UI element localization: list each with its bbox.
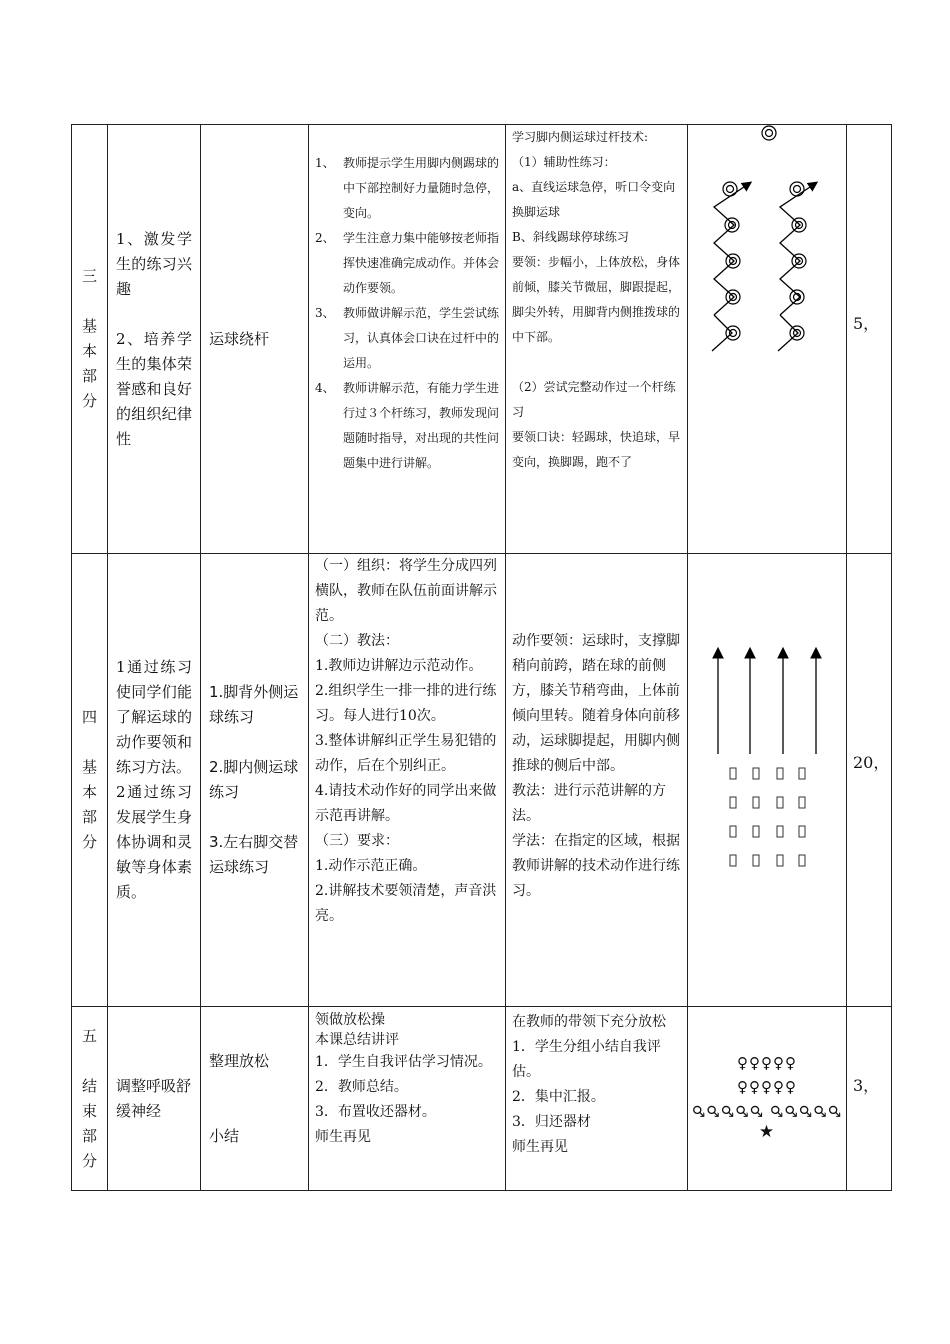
teacher-text: 1.动作示范正确。 <box>315 858 427 874</box>
teacher-text: 2.讲解技术要领清楚，声音洪亮。 <box>315 883 497 924</box>
lesson-plan-table <box>71 124 892 1191</box>
male-student-icon: ♂ <box>735 1102 750 1120</box>
female-student-icon: ♀ <box>761 1078 773 1096</box>
male-student-icon: ♂ <box>706 1102 721 1120</box>
content-text: 1.脚背外侧运球练习 <box>209 683 299 726</box>
student-cell <box>506 554 688 1007</box>
female-student-icon: ♀ <box>773 1054 785 1072</box>
cone-icon <box>790 290 804 304</box>
student-text: （1）辅助性练习： <box>512 155 616 169</box>
table-row <box>72 554 892 1007</box>
teacher-text: 领做放松操 <box>315 1012 385 1028</box>
content-text: 小结 <box>209 1126 240 1145</box>
section-cell: 四 基 本 部 分 <box>72 554 108 1007</box>
female-student-icon: ♀ <box>785 1054 797 1072</box>
time-cell <box>847 125 892 554</box>
student-cell <box>506 1007 688 1191</box>
cone-icon <box>725 218 739 232</box>
female-student-icon: ♀ <box>773 1078 785 1096</box>
goal-text: 调整呼吸舒缓神经 <box>116 1076 192 1120</box>
teacher-text: 1.教师边讲解边示范动作。 <box>315 658 483 674</box>
student-text: B、斜线踢球停球练习 <box>512 230 629 244</box>
female-student-icon: ♀ <box>785 1078 797 1096</box>
formation-diagram <box>688 554 847 1007</box>
goal-text: 2通过练习发展学生身体协调和灵敏等身体素质。 <box>116 783 192 901</box>
male-student-icon: ♂ <box>769 1102 785 1120</box>
content-text: 2.脚内侧运球练习 <box>209 758 299 801</box>
female-student-icon: ♀ <box>737 1078 749 1096</box>
time-value: 5， <box>853 314 880 333</box>
female-student-icon: ♀ <box>749 1054 761 1072</box>
student-text: 学习脚内侧运球过杆技术: <box>512 130 649 144</box>
teacher-text: 本课总结讲评 <box>315 1032 399 1048</box>
table-row <box>72 125 892 554</box>
student-cell <box>506 125 688 554</box>
content-text: 运球绕杆 <box>209 329 270 348</box>
formation-diagram <box>688 1007 847 1191</box>
male-student-icon: ♂ <box>749 1102 765 1120</box>
list-item: 4、 教师讲解示范，有能力学生进行过３个杆练习，教师发现问题随时指导，对出现的共性问题集中进行讲解。 <box>315 381 500 470</box>
male-student-icon: ♂ <box>798 1102 814 1120</box>
table-row <box>72 1007 892 1191</box>
list-item: 3、 教师做讲解示范，学生尝试练习，认真体会口诀在过杆中的运用。 <box>315 306 500 370</box>
student-text: 学法：在指定的区域，根据教师讲解的技术动作进行练习。 <box>512 833 680 899</box>
time-cell <box>847 1007 892 1191</box>
male-row <box>770 1099 842 1123</box>
section-cell: 五 结 束 部 分 <box>72 1007 108 1191</box>
student-text: 要领：步幅小，上体放松，身体前倾，膝关节微屈，脚跟提起，脚尖外转，用脚背内侧推拨球的中下部。 <box>512 255 681 344</box>
female-student-icon: ♀ <box>761 1054 773 1072</box>
teacher-cell <box>309 125 506 554</box>
list-item: 2、 学生注意力集中能够按老师指挥快速准确完成动作。并体会动作要领。 <box>315 231 500 295</box>
student-text: 3．归还器材 <box>512 1114 591 1130</box>
teacher-star-icon: ★ <box>758 1122 776 1142</box>
zigzag-arrow-right <box>780 183 816 315</box>
student-text: 1．学生分组小结自我评估。 <box>512 1039 661 1080</box>
teacher-text: 1．学生自我评估学习情况。 <box>315 1054 492 1070</box>
student-text: 要领口诀：轻踢球，快追球，早变向，换脚踢，跑不了 <box>512 430 681 469</box>
teacher-text: 3．布置收还器材。 <box>315 1104 436 1120</box>
teacher-text: （一）组织：将学生分成四列横队，教师在队伍前面讲解示范。 <box>315 558 497 624</box>
student-text: （2）尝试完整动作过一个杆练习 <box>512 380 676 419</box>
content-cell <box>201 554 309 1007</box>
section-cell: 三 基 本 部 分 <box>72 125 108 554</box>
male-student-icon: ♂ <box>720 1102 736 1120</box>
goals-cell <box>108 554 201 1007</box>
female-row <box>688 1051 846 1075</box>
goal-text: 1通过练习使同学们能了解运球的动作要领和练习方法。 <box>116 658 192 776</box>
teacher-text: 3.整体讲解纠正学生易犯错的动作，后在个别纠正。 <box>315 733 497 774</box>
male-student-icon: ♂ <box>827 1102 843 1120</box>
male-student-icon: ♂ <box>691 1102 707 1120</box>
cone-icon <box>790 182 804 196</box>
teacher-text: 2．教师总结。 <box>315 1079 408 1095</box>
cone-icon <box>726 326 740 340</box>
list-item: 1、 教师提示学生用脚内侧踢球的中下部控制好力量随时急停，变向。 <box>315 156 500 220</box>
content-cell <box>201 1007 309 1191</box>
male-row <box>692 1099 764 1123</box>
zigzag-dribble-diagram <box>688 125 847 554</box>
goals-cell <box>108 125 201 554</box>
student-text: 在教师的带领下充分放松 <box>512 1014 666 1030</box>
goal-text: 1、激发学生的练习兴趣 <box>116 229 192 298</box>
male-student-icon: ♂ <box>813 1102 828 1120</box>
content-text: 整理放松 <box>209 1051 270 1070</box>
time-cell <box>847 554 892 1007</box>
student-text: 师生再见 <box>512 1139 568 1155</box>
teacher-text: （三）要求： <box>315 833 399 849</box>
female-student-icon: ♀ <box>737 1054 749 1072</box>
female-row <box>688 1075 846 1099</box>
student-text: 2．集中汇报。 <box>512 1089 605 1105</box>
student-text: 教法：进行示范讲解的方法。 <box>512 783 666 824</box>
student-text: 动作要领：运球时，支撑脚稍向前跨，踏在球的前侧方，膝关节稍弯曲，上体前倾向里转。随着身体向前移动，运球脚提起，用脚内侧推球的侧后中部。 <box>512 633 680 774</box>
teacher-text: 4.请技术动作好的同学出来做示范再讲解。 <box>315 783 497 824</box>
content-text: 3.左右脚交替运球练习 <box>209 833 299 876</box>
goal-text: 2、培养学生的集体荣誉感和良好的组织纪律性 <box>116 329 192 448</box>
cone-icon <box>762 126 776 140</box>
time-value: 20， <box>853 753 890 772</box>
teacher-cell <box>309 1007 506 1191</box>
male-student-icon: ♂ <box>784 1102 799 1120</box>
goals-cell <box>108 1007 201 1191</box>
female-student-icon: ♀ <box>749 1078 761 1096</box>
teacher-text: 师生再见 <box>315 1129 371 1145</box>
teacher-text: （二）教法： <box>315 633 399 649</box>
time-value: 3， <box>853 1076 880 1095</box>
content-cell <box>201 125 309 554</box>
student-text: a、直线运球急停，听口令变向换脚运球 <box>512 180 676 219</box>
teacher-cell <box>309 554 506 1007</box>
teacher-text: 2.组织学生一排一排的进行练习。每人进行10次。 <box>315 683 497 724</box>
cone-icon <box>723 182 737 196</box>
